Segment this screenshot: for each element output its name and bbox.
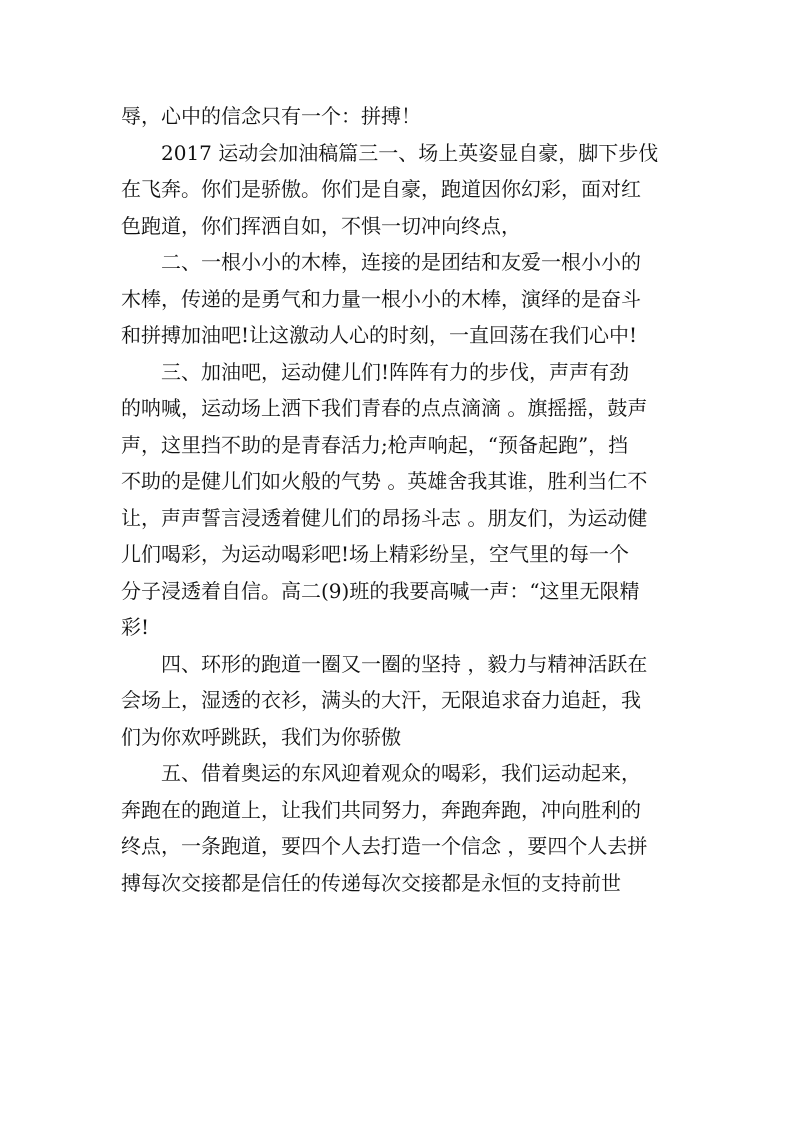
text-line: 二、一根小小的木棒，连接的是团结和友爱一根小小的 bbox=[161, 250, 641, 274]
text-line: 2017 运动会加油稿篇三一、场上英姿显自豪，脚下步伐 bbox=[161, 140, 659, 165]
text-line: 会场上，湿透的衣衫，满头的大汗，无限追求奋力追赶，我 bbox=[121, 688, 641, 712]
text-line: 五、借着奥运的东风迎着观众的喝彩，我们运动起来， bbox=[161, 761, 641, 785]
text-line: 四、环形的跑道一圈又一圈的坚持 ，毅力与精神活跃在 bbox=[161, 651, 648, 676]
text-line: 辱，心中的信念只有一个：拼搏！ bbox=[121, 104, 421, 128]
text-line: 木棒，传递的是勇气和力量一根小小的木棒，演绎的是奋斗 bbox=[121, 286, 641, 311]
text-line: 不助的是健儿们如火般的气势 。英雄舍我其谁，胜利当仁不 bbox=[121, 469, 648, 493]
text-line: 分子浸透着自信。高二(9)班的我要高喊一声：“这里无限精 bbox=[121, 578, 640, 603]
text-line: 搏每次交接都是信任的传递每次交接都是永恒的支持前世 bbox=[121, 870, 621, 895]
text-line: 的呐喊，运动场上洒下我们青春的点点滴滴 。旗摇摇，鼓声 bbox=[121, 396, 648, 420]
text-line: 奔跑在的跑道上，让我们共同努力，奔跑奔跑，冲向胜利的 bbox=[121, 797, 641, 822]
text-line: 儿们喝彩，为运动喝彩吧!场上精彩纷呈，空气里的每一个 bbox=[121, 542, 630, 566]
text-line: 们为你欢呼跳跃，我们为你骄傲 bbox=[121, 724, 401, 749]
text-line: 色跑道，你们挥洒自如，不惧一切冲向终点， bbox=[121, 213, 521, 238]
document-body bbox=[121, 98, 681, 901]
text-line: 声，这里挡不助的是青春活力;枪声响起，“预备起跑”，挡 bbox=[121, 432, 629, 457]
text-line: 彩! bbox=[121, 615, 150, 639]
text-line: 让，声声誓言浸透着健儿们的昂扬斗志 。朋友们，为运动健 bbox=[121, 505, 648, 530]
text-line: 在飞奔。你们是骄傲。你们是自豪，跑道因你幻彩，面对红 bbox=[121, 177, 641, 201]
text-line: 三、加油吧，运动健儿们!阵阵有力的步伐，声声有劲 bbox=[161, 359, 630, 384]
text-line: 终点，一条跑道，要四个人去打造一个信念 ，要四个人去拼 bbox=[121, 834, 648, 858]
text-line: 和拼搏加油吧!让这激动人心的时刻，一直回荡在我们心中! bbox=[121, 323, 638, 347]
